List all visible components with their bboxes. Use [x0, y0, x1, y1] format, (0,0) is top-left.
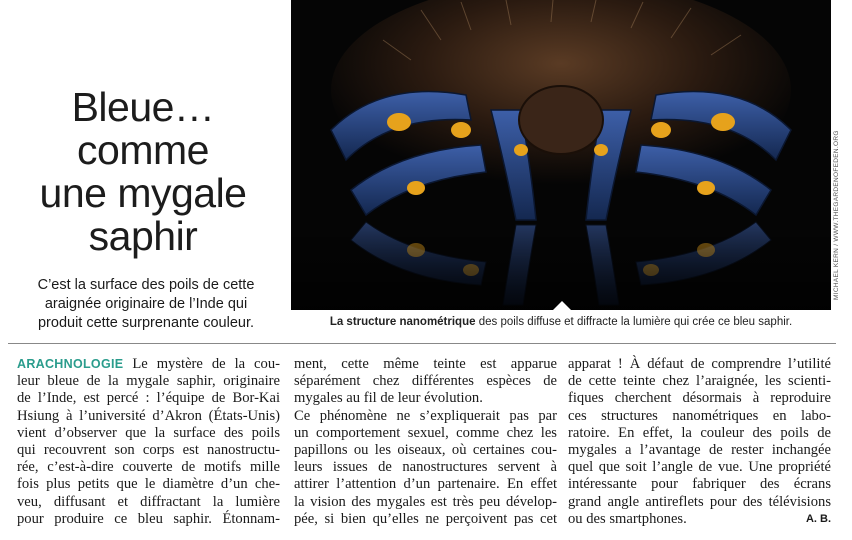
caption-bold: La structure nanométrique	[329, 316, 476, 328]
body-line: fiques cherchent désormais à reproduire	[568, 390, 831, 407]
deck-line: produit cette surprenante couleur.	[37, 315, 255, 331]
body-line: de cette teinte chez l’araignée, les scienti-	[568, 373, 831, 390]
body-line: vient d’observer que la surface des poils	[17, 424, 280, 441]
body-line: Ce phénomène ne s’expliquerait pas par	[294, 407, 557, 424]
body-line: pée, si bien qu’elles ne perçoivent pas cet	[294, 510, 557, 527]
body-line: pour produire ce bleu saphir. Étonnam-	[17, 510, 280, 527]
body-line: un comportement sexuel, comme chez les	[294, 424, 557, 441]
caption-pointer	[553, 301, 571, 310]
headline-line: Bleue…	[71, 84, 215, 130]
article-column-2	[294, 356, 557, 528]
divider	[8, 343, 836, 344]
body-line: la vision des mygales est très peu dévelop-	[294, 493, 557, 510]
body-line: intéressante pour fabriquer des écrans	[568, 476, 831, 493]
deck	[8, 276, 284, 333]
body-line: séparément chez différentes espèces de	[294, 373, 557, 390]
deck-line: C’est la surface des poils de cette	[37, 277, 255, 293]
body-line: leur bleue de la mygale saphir, originaire	[17, 373, 280, 390]
body-line: mygales au fil de leur évolution.	[294, 390, 483, 407]
deck-line: araignée originaire de l’Inde qui	[44, 296, 248, 312]
body-line: attirer l’attention d’un partenaire. En effet	[294, 476, 557, 493]
body-line: de l’Inde, est percé : l’équipe de Bor-Kai	[17, 390, 280, 407]
body-line: leurs issues de nanostructures servent à	[294, 459, 557, 476]
body-line: ou des smartphones.	[568, 510, 687, 527]
body-line: apparat ! À défaut de comprendre l’utilité	[568, 356, 831, 372]
tarantula-illustration	[291, 0, 831, 310]
body-line: veu, diffusant et diffractant la lumière	[17, 493, 280, 510]
body-line: ment, cette même teinte est apparue	[294, 356, 557, 372]
body-line: papillons ou les oiseaux, où certaines cou-	[294, 442, 557, 459]
headline-line: comme	[77, 127, 209, 173]
headline-line: saphir	[88, 213, 198, 259]
body-line: Le mystère de la cou-	[123, 356, 280, 372]
headline	[8, 86, 278, 258]
body-line: rée, c’est-à-dire couverte de motifs mille	[17, 459, 280, 476]
author-signature: A. B.	[805, 512, 831, 525]
body-line: qui recouvrent son corps est nanostructu-	[17, 442, 280, 459]
tarantula-photo	[291, 0, 831, 310]
caption-text: des poils diffuse et diffracte la lumière qui crée ce bleu saphir.	[475, 316, 793, 328]
article-column-3	[568, 356, 831, 528]
section-kicker: ARACHNOLOGIE	[17, 357, 124, 371]
photo-credit: MICHAEL KERN / WWW.THEGARDENOFEDEN.ORG	[833, 130, 840, 300]
body-line: ratoire. En effet, la couleur des poils de	[568, 424, 831, 441]
body-line: ces structures nanométriques en labo-	[568, 407, 831, 424]
headline-line: une mygale	[39, 170, 247, 216]
body-line: Hsiung à l’université d’Akron (États-Unis)	[17, 407, 280, 424]
article-column-1	[17, 356, 280, 528]
body-line: fois plus petits que le diamètre d’un che-	[17, 476, 280, 493]
body-line: mygales a l’avantage de rester inchangée	[568, 442, 831, 459]
body-line: quel que soit l’angle de vue. Une propriété	[568, 459, 831, 476]
body-line: grand angle antireflets pour des télévisions	[568, 493, 831, 510]
photo-caption	[291, 316, 831, 328]
closing-line	[568, 511, 831, 528]
